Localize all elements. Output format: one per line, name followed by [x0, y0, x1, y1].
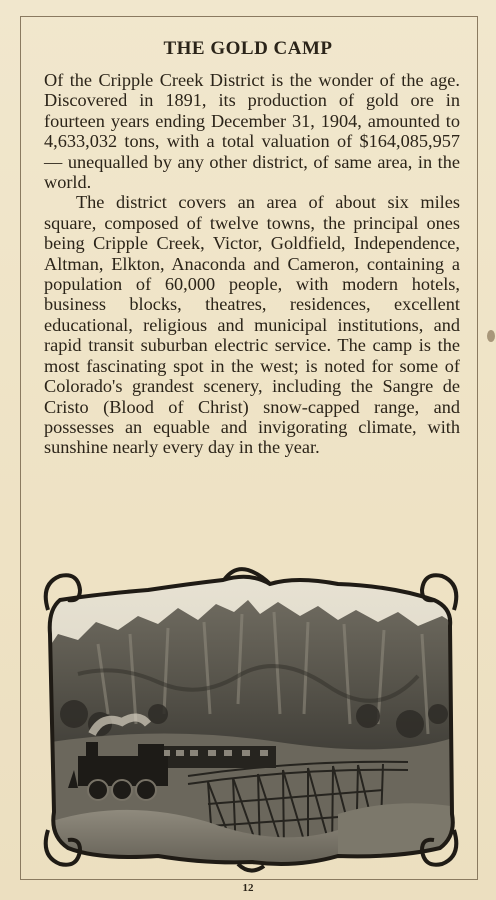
- photo-scene: [38, 564, 464, 876]
- page-number: 12: [242, 882, 254, 894]
- body-text: [44, 70, 460, 458]
- train-photo-illustration: [38, 564, 464, 876]
- page-title: THE GOLD CAMP: [163, 38, 333, 59]
- paragraph-2: The district covers an area of about six miles square, composed of twelve towns, the principal ones being Cripple Creek, Victor, Goldfield, Independence, Altman, Elkton, Anaconda and Cameron, containing a population of 60,000 people, with modern hotels, business blocks, theatres, residences, excellent educational, religious and municipal institutions, and rapid transit suburban electric service. The camp is the most fascinating spot in the west; is noted for some of Colorado's grandest scenery, including the Sangre de Cristo (Blood of Christ) snow-capped range, and possesses an equable and invigorating climate, with sunshine nearly every day in the year.: [44, 192, 460, 458]
- paper-blemish: [487, 330, 495, 342]
- paragraph-1: Of the Cripple Creek District is the wonder of the age. Discovered in 1891, its production of gold ore in fourteen years ending December 31, 1904, amounted to 4,633,032 tons, with a total valuation of $164,085,957 — unequalled by any other district, of same area, in the world.: [44, 70, 460, 193]
